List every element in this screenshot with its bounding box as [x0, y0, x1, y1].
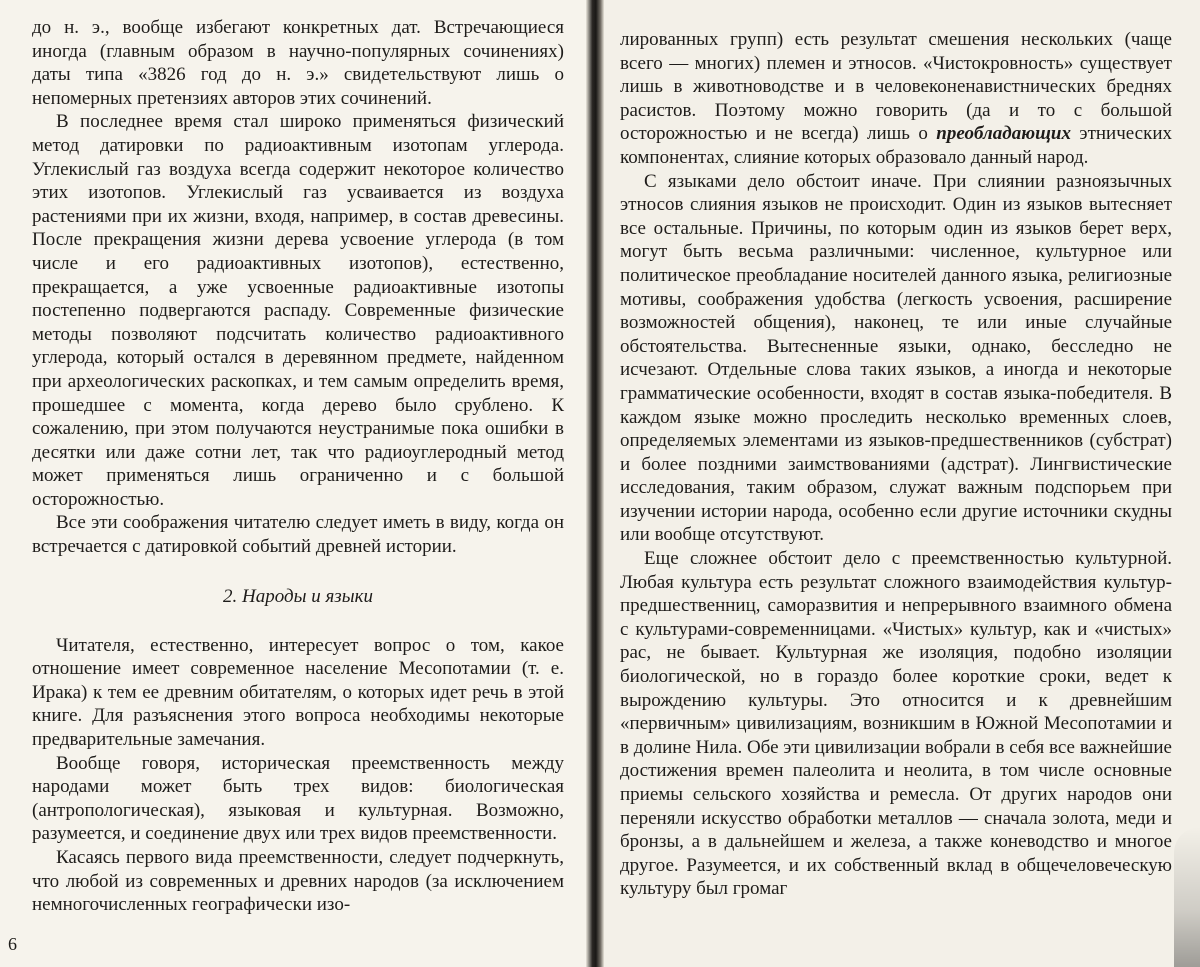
paragraph-text: этнических компонентах, слияние которых образовало данный народ. — [620, 123, 1173, 168]
paragraph: С языками дело обстоит иначе. При слиянии разноязычных этносов слияния языков не происходит. Один из языков вытесняет все остальные. Причины, по которым один из языков берет верх, могут быть весьма различными: численное, культурное или политическое преобладание носителей данного языка, религиозные мотивы, соображения удобства (легкость усвоения, расширение возможностей общения), наконец, те или иные случайные обстоятельства. Вытесненные языки, однако, бесследно не исчезают. Отдельные слова таких языков, а иногда и некоторые грамматические особенности, входят в состав языка-победителя. В каждом языке можно проследить несколько временных слоев, определяемых элементами из языков-предшественников (субстрат) и более поздними заимствованиями (адстрат). Лингвистические исследования, таким образом, служат важным подспорьем при изучении истории народа, особенно если другие источники скудны или вообще отсутствуют. — [620, 170, 1172, 546]
paragraph: Читателя, естественно, интересует вопрос о том, какое отношение имеет современное население Месопотамии (т. е. Ирака) к тем ее древним обитателям, о которых идет речь в этой книге. Для разъяснения этого вопроса необходимы некоторые предварительные замечания. — [32, 634, 564, 751]
paragraph: Касаясь первого вида преемственности, следует подчеркнуть, что любой из современных и древних народов (за исключением немногочисленных географически изо- — [32, 847, 564, 916]
paragraph-text: лированных групп) есть результат смешения нескольких (чаще всего — многих) племен и этносов. «Чистокровность» существует лишь в животноводстве и в человеконенавистнических бреднях расистов. Поэтому можно говорить (да и то с большой осторожностью и не всегда) лишь о — [620, 29, 1172, 145]
paragraph — [620, 28, 1172, 170]
page-number: 6 — [8, 934, 17, 954]
paragraph: Вообще говоря, историческая преемственность между народами может быть трех видов: биологическая (антропологическая), языковая и культурная. Возможно, разумеется, и соединение двух или трех видов преемственности. — [32, 752, 564, 845]
paragraph: Все эти соображения читателю следует иметь в виду, когда он встречается с датировкой событий древней истории. — [32, 512, 564, 558]
book-gutter — [586, 0, 604, 967]
paragraph: до н. э., вообще избегают конкретных дат. Встречающиеся иногда (главным образом в научно-популярных сочинениях) даты типа «3826 год до н. э.» свидетельствуют лишь о непомерных претензиях авторов этих сочинений. — [32, 17, 564, 109]
section-heading: 2. Народы и языки — [223, 585, 373, 607]
paragraph: Еще сложнее обстоит дело с преемственностью культурной. Любая культура есть результат сложного взаимодействия культур-предшественниц, саморазвития и непрерывного взаимного обмена с культурами-современницами. «Чистых» культур, как и «чистых» рас, не бывает. Культурная же изоляция, подобно изоляции биологической, но в гораздо более короткие сроки, ведет к вырождению культуры. Это относится и к древнейшим «первичным» цивилизациям, возникшим в Южной Месопотамии и в долине Нила. Обе эти цивилизации вобрали в себя все важнейшие достижения времен палеолита и неолита, в том числе основные приемы сельского хозяйства и ремесла. От других народов они переняли искусство обработки металлов — сначала золота, меди и бронзы, а в дальнейшем и железа, а также коневодство и многое другое. Разумеется, и их собственный вклад в общечеловеческую культуру был громаг — [620, 548, 1172, 900]
page-curl-shadow — [1174, 827, 1200, 967]
emphasized-word: преобладающих — [936, 123, 1071, 145]
left-page — [0, 0, 588, 967]
paragraph: В последнее время стал широко применяться физический метод датировки по радиоактивным изотопам углерода. Углекислый газ воздуха всегда содержит некоторое количество этих изотопов. Углекислый газ усваивается из воздуха растениями при их жизни, входя, например, в состав древесины. После прекращения жизни дерева усвоение углерода (в том числе и его радиоактивных изотопов), естественно, прекращается, а уже усвоенные радиоактивные изотопы постепенно подвергаются распаду. Современные физические методы позволяют подсчитать количество радиоактивного углерода, который остался в деревянном предмете, найденном при археологических раскопках, и тем самым определить время, прошедшее с момента, когда дерево было срублено. К сожалению, при этом получаются неустранимые пока ошибки в десятки или даже сотни лет, так что радиоуглеродный метод может применяться лишь ограниченно и с большой осторожностью. — [32, 111, 564, 510]
right-page — [604, 0, 1200, 967]
